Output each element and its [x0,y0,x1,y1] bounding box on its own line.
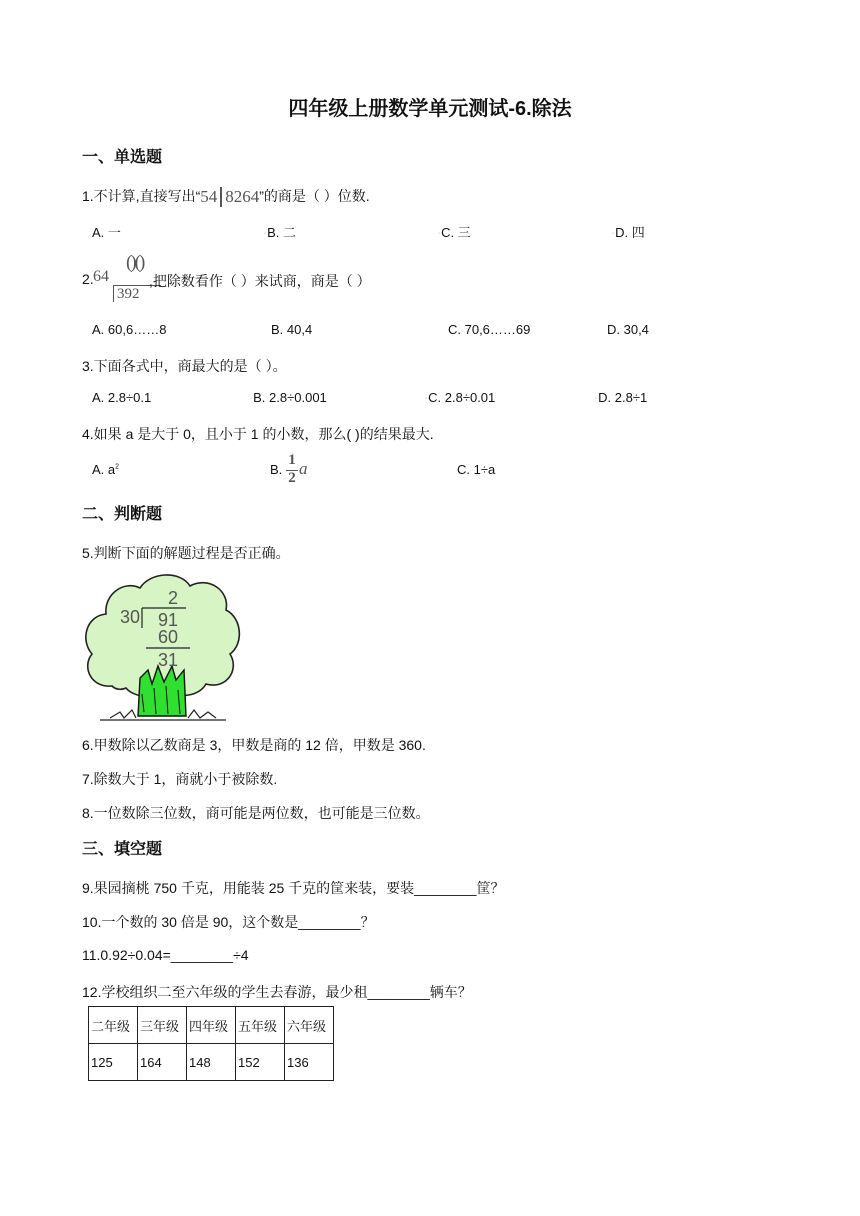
division-divisor: 30 [120,607,141,627]
question-2-quotient-placeholder: ()() [126,252,144,273]
table-cell: 136 [285,1044,334,1081]
question-9: 9.果园摘桃 750 千克，用能装 25 千克的筐来装，要装________筐？ [82,880,505,896]
question-2-number: 2. [82,271,94,287]
q2-option-c[interactable]: C. 70,6……69 [448,322,531,337]
question-3: 3.下面各式中，商最大的是（ ）。 [82,358,287,374]
q4-option-b-numerator: 1 [288,452,296,468]
question-8: 8.一位数除三位数，商可能是两位数，也可能是三位数。 [82,805,430,821]
tree-illustration-svg [80,566,245,724]
q2-option-b[interactable]: B. 40,4 [271,322,313,337]
question-1 [82,186,370,207]
q4-option-b-variable: a [299,459,308,478]
q1-option-a[interactable]: A. 一 [92,225,121,240]
question-1-divisor: 54 [200,187,218,207]
question-11: 11.0.92÷0.04=________÷4 [82,947,249,963]
division-remainder: 31 [158,650,179,670]
page-title: 四年级上册数学单元测试-6.除法 [288,98,572,120]
table-cell: 125 [89,1044,138,1081]
q3-option-d[interactable]: ◦D. 2.8÷1 [595,390,648,405]
table-row [89,1044,334,1081]
question-1-text-after: ”的商是（ ）位数. [259,188,370,204]
q2-option-a[interactable]: A. 60,6……8 [92,322,167,337]
q4-option-a-exponent: 2 [115,463,120,471]
question-6: 6.甲数除以乙数商是 3，甲数是商的 12 倍，甲数是 360. [82,737,426,753]
q4-option-b-denominator: 2 [288,470,296,486]
grade-table [88,1006,334,1081]
division-quotient: 2 [168,588,179,608]
q3-option-b-label: B. 2.8÷0.001 [253,390,327,405]
division-dividend: 91 [158,610,179,630]
question-1-long-division [200,187,259,207]
table-header-cell: 二年级 [89,1007,138,1044]
q1-option-d-label: D. 四 [615,225,645,240]
question-2-divisor: 64 [93,268,109,285]
q3-option-c-label: C. 2.8÷0.01 [428,390,496,405]
division-product: 60 [158,627,179,647]
table-header-cell: 四年级 [187,1007,236,1044]
division-bracket-side [113,285,115,302]
question-7: 7.除数大于 1，商就小于被除数. [82,771,278,787]
question-1-dividend: 8264 [220,187,259,207]
q1-option-c-label: C. 三 [441,225,471,240]
table-header-cell: 五年级 [236,1007,285,1044]
q1-option-b[interactable]: ◦B. 二 [264,225,297,240]
question-1-text-before: 1.不计算,直接写出“ [82,188,201,204]
section-heading-true-false: 二、判断题 [82,506,163,523]
question-10: 10.一个数的 30 倍是 90，这个数是________？ [82,914,375,930]
q4-option-a[interactable] [92,462,119,477]
q4-option-a-label: A. a [92,462,116,477]
q1-option-c[interactable]: ◦C. 三 [438,225,471,240]
table-cell: 164 [138,1044,187,1081]
q3-option-c[interactable]: ◦C. 2.8÷0.01 [425,390,496,405]
table-header-row [89,1007,334,1044]
q4-option-b-label: B. [270,462,283,477]
table-header-cell: 六年级 [285,1007,334,1044]
tree-division-illustration [80,566,245,724]
table-cell: 152 [236,1044,285,1081]
q1-option-b-label: B. 二 [267,225,297,240]
question-5: 5.判断下面的解题过程是否正确。 [82,545,290,561]
q3-option-a[interactable]: A. 2.8÷0.1 [92,390,152,405]
question-4: 4.如果 a 是大于 0，且小于 1 的小数，那么( )的结果最大. [82,426,434,442]
q1-option-d[interactable]: ◦D. 四 [612,225,645,240]
section-heading-fill-blank: 三、填空题 [82,841,163,858]
grade-student-table [88,1006,334,1081]
question-12: 12.学校组织二至六年级的学生去春游，最少租________辆车？ [82,984,472,1000]
question-2-text: ,把除数看作（ ）来试商，商是（ ） [149,273,371,289]
q3-option-b[interactable]: ◦B. 2.8÷0.001 [250,390,327,405]
table-header-cell: 三年级 [138,1007,187,1044]
question-2-dividend: 392 [117,286,140,302]
q3-option-d-label: D. 2.8÷1 [598,390,648,405]
q4-option-c[interactable]: C. 1÷a [457,462,496,477]
q2-option-d[interactable]: D. 30,4 [607,322,649,337]
section-heading-single-choice: 一、单选题 [82,149,163,166]
table-cell: 148 [187,1044,236,1081]
